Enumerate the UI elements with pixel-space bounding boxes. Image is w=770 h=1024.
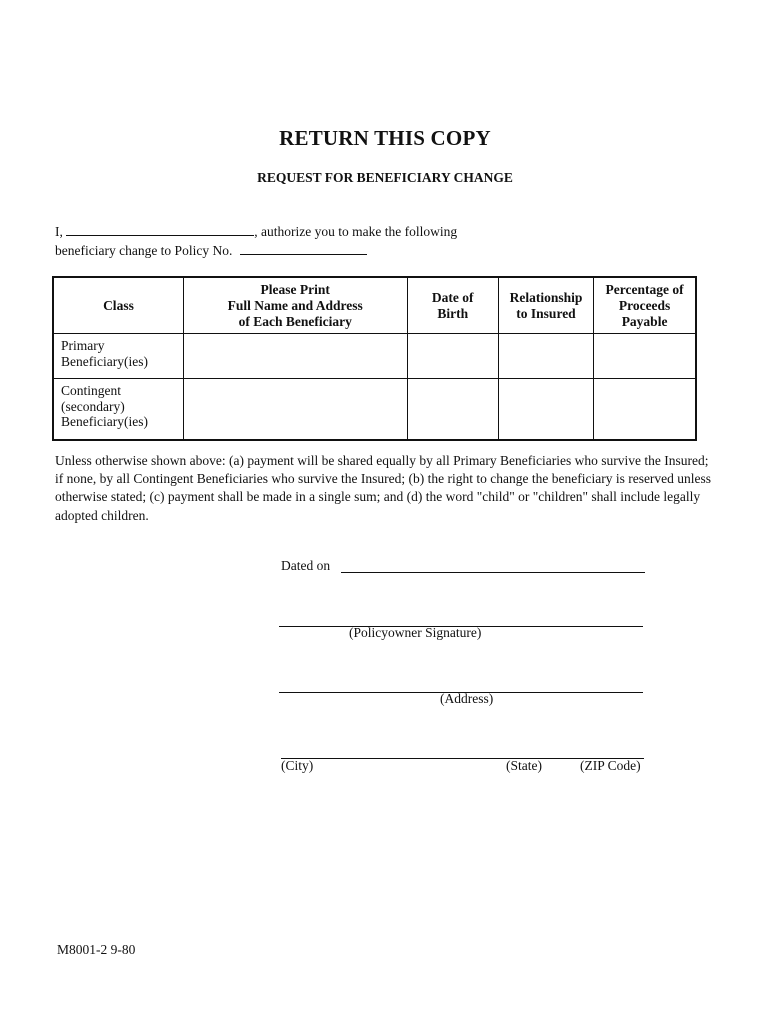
header-beneficiary-name: Please Print Full Name and Address of Each Beneficiary bbox=[183, 277, 407, 334]
policy-number-line bbox=[55, 242, 367, 259]
city-label: (City) bbox=[281, 758, 314, 773]
header-percentage: Percentage of Proceeds Payable bbox=[594, 277, 696, 334]
table-row-contingent bbox=[53, 379, 696, 441]
header-class: Class bbox=[53, 277, 183, 334]
policyowner-name-field[interactable] bbox=[66, 223, 254, 236]
primary-percentage-cell[interactable] bbox=[594, 334, 696, 379]
primary-name-cell[interactable] bbox=[183, 334, 407, 379]
primary-beneficiary-label: Primary Beneficiary(ies) bbox=[53, 334, 183, 379]
authorization-line bbox=[55, 223, 457, 240]
terms-paragraph: Unless otherwise shown above: (a) payment will be shared equally by all Primary Beneficiaries who survive the Insured; if none, by all Contingent Beneficiaries who survive the Insured; (b) the right to change the beneficiary is reserved unless otherwise stated; (c) payment shall be made in a single sum; and (d) the word "child" or "children" shall include legally adopted children. bbox=[55, 453, 712, 523]
header-relationship: Relationship to Insured bbox=[498, 277, 593, 334]
contingent-name-cell[interactable] bbox=[183, 379, 407, 441]
address-label: (Address) bbox=[440, 691, 494, 706]
table-row-primary bbox=[53, 334, 696, 379]
header-date-of-birth: Date of Birth bbox=[407, 277, 498, 334]
state-label: (State) bbox=[506, 758, 542, 773]
primary-relationship-cell[interactable] bbox=[498, 334, 593, 379]
form-code: M8001-2 9-80 bbox=[57, 942, 136, 957]
date-field[interactable] bbox=[341, 572, 645, 573]
zip-label: (ZIP Code) bbox=[580, 758, 641, 773]
policyowner-signature-label: (Policyowner Signature) bbox=[349, 625, 482, 640]
policy-number-field[interactable] bbox=[240, 242, 367, 255]
policy-number-label: beneficiary change to Policy No. bbox=[55, 243, 233, 258]
page-title: RETURN THIS COPY bbox=[279, 126, 491, 150]
contingent-beneficiary-label: Contingent (secondary) Beneficiary(ies) bbox=[53, 379, 183, 441]
form-subtitle: REQUEST FOR BENEFICIARY CHANGE bbox=[257, 170, 513, 185]
contingent-relationship-cell[interactable] bbox=[498, 379, 593, 441]
authorization-prefix: I, bbox=[55, 224, 63, 239]
beneficiary-table bbox=[52, 276, 697, 441]
table-header-row bbox=[53, 277, 696, 334]
dated-on-label: Dated on bbox=[281, 558, 331, 573]
contingent-percentage-cell[interactable] bbox=[594, 379, 696, 441]
contingent-dob-cell[interactable] bbox=[407, 379, 498, 441]
authorization-suffix: , authorize you to make the following bbox=[254, 224, 458, 239]
primary-dob-cell[interactable] bbox=[407, 334, 498, 379]
